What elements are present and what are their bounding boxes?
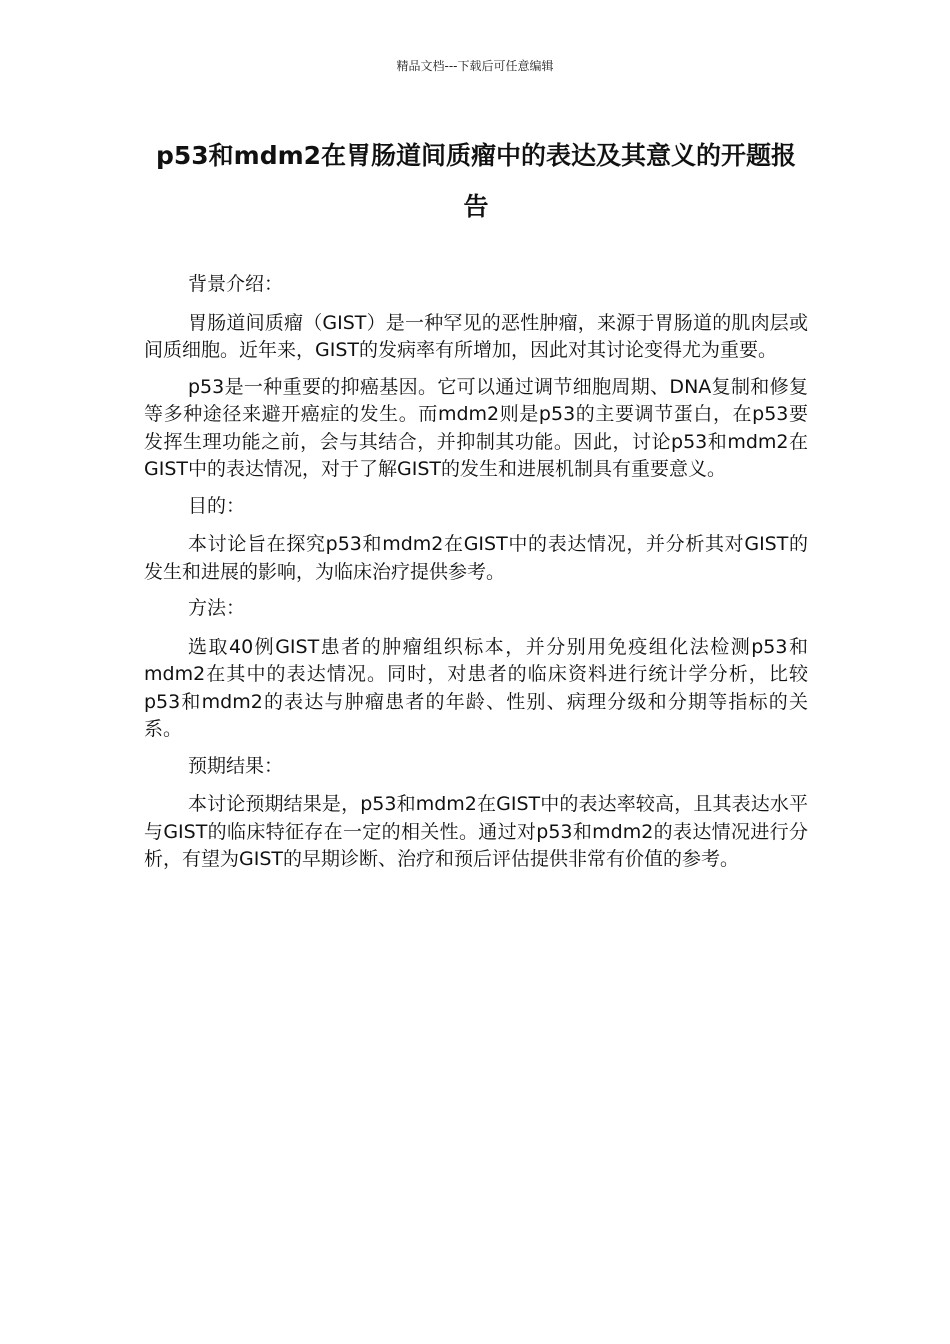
section-heading-method: 方法： (188, 597, 246, 619)
paragraph-background-2: p53是一种重要的抑癌基因。它可以通过调节细胞周期、DNA复制和修复等多种途径来避开癌症的发生。而mdm2则是p53的主要调节蛋白，在p53要发挥生理功能之前，会与其结合，并抑制其功能。因此，讨论p53和mdm2在GIST中的表达情况，对于了解GIST的发生和进展机制具有重要意义。 (144, 375, 808, 480)
paragraph-background-1: 胃肠道间质瘤（GIST）是一种罕见的恶性肿瘤，来源于胃肠道的肌肉层或间质细胞。近年来，GIST的发病率有所增加，因此对其讨论变得尤为重要。 (144, 311, 808, 361)
paragraph-method: 选取40例GIST患者的肿瘤组织标本，并分别用免疫组化法检测p53和mdm2在其中的表达情况。同时，对患者的临床资料进行统计学分析，比较p53和mdm2的表达与肿瘤患者的年龄、性别、病理分级和分期等指标的关系。 (144, 635, 808, 740)
document-body (144, 271, 808, 883)
section-heading-background: 背景介绍： (188, 273, 284, 295)
document-title: p53和mdm2在胃肠道间质瘤中的表达及其意义的开题报告 (155, 141, 797, 221)
section-heading-expected-result: 预期结果： (188, 754, 284, 777)
section-heading-purpose: 目的： (188, 494, 246, 517)
paragraph-expected-result: 本讨论预期结果是，p53和mdm2在GIST中的表达率较高，且其表达水平与GIST的临床特征存在一定的相关性。通过对p53和mdm2的表达情况进行分析，有望为GIST的早期诊断、治疗和预后评估提供非常有价值的参考。 (144, 793, 808, 870)
header-note: 精品文档---下载后可任意编辑 (396, 59, 554, 73)
paragraph-purpose: 本讨论旨在探究p53和mdm2在GIST中的表达情况，并分析其对GIST的发生和进展的影响，为临床治疗提供参考。 (144, 533, 808, 583)
